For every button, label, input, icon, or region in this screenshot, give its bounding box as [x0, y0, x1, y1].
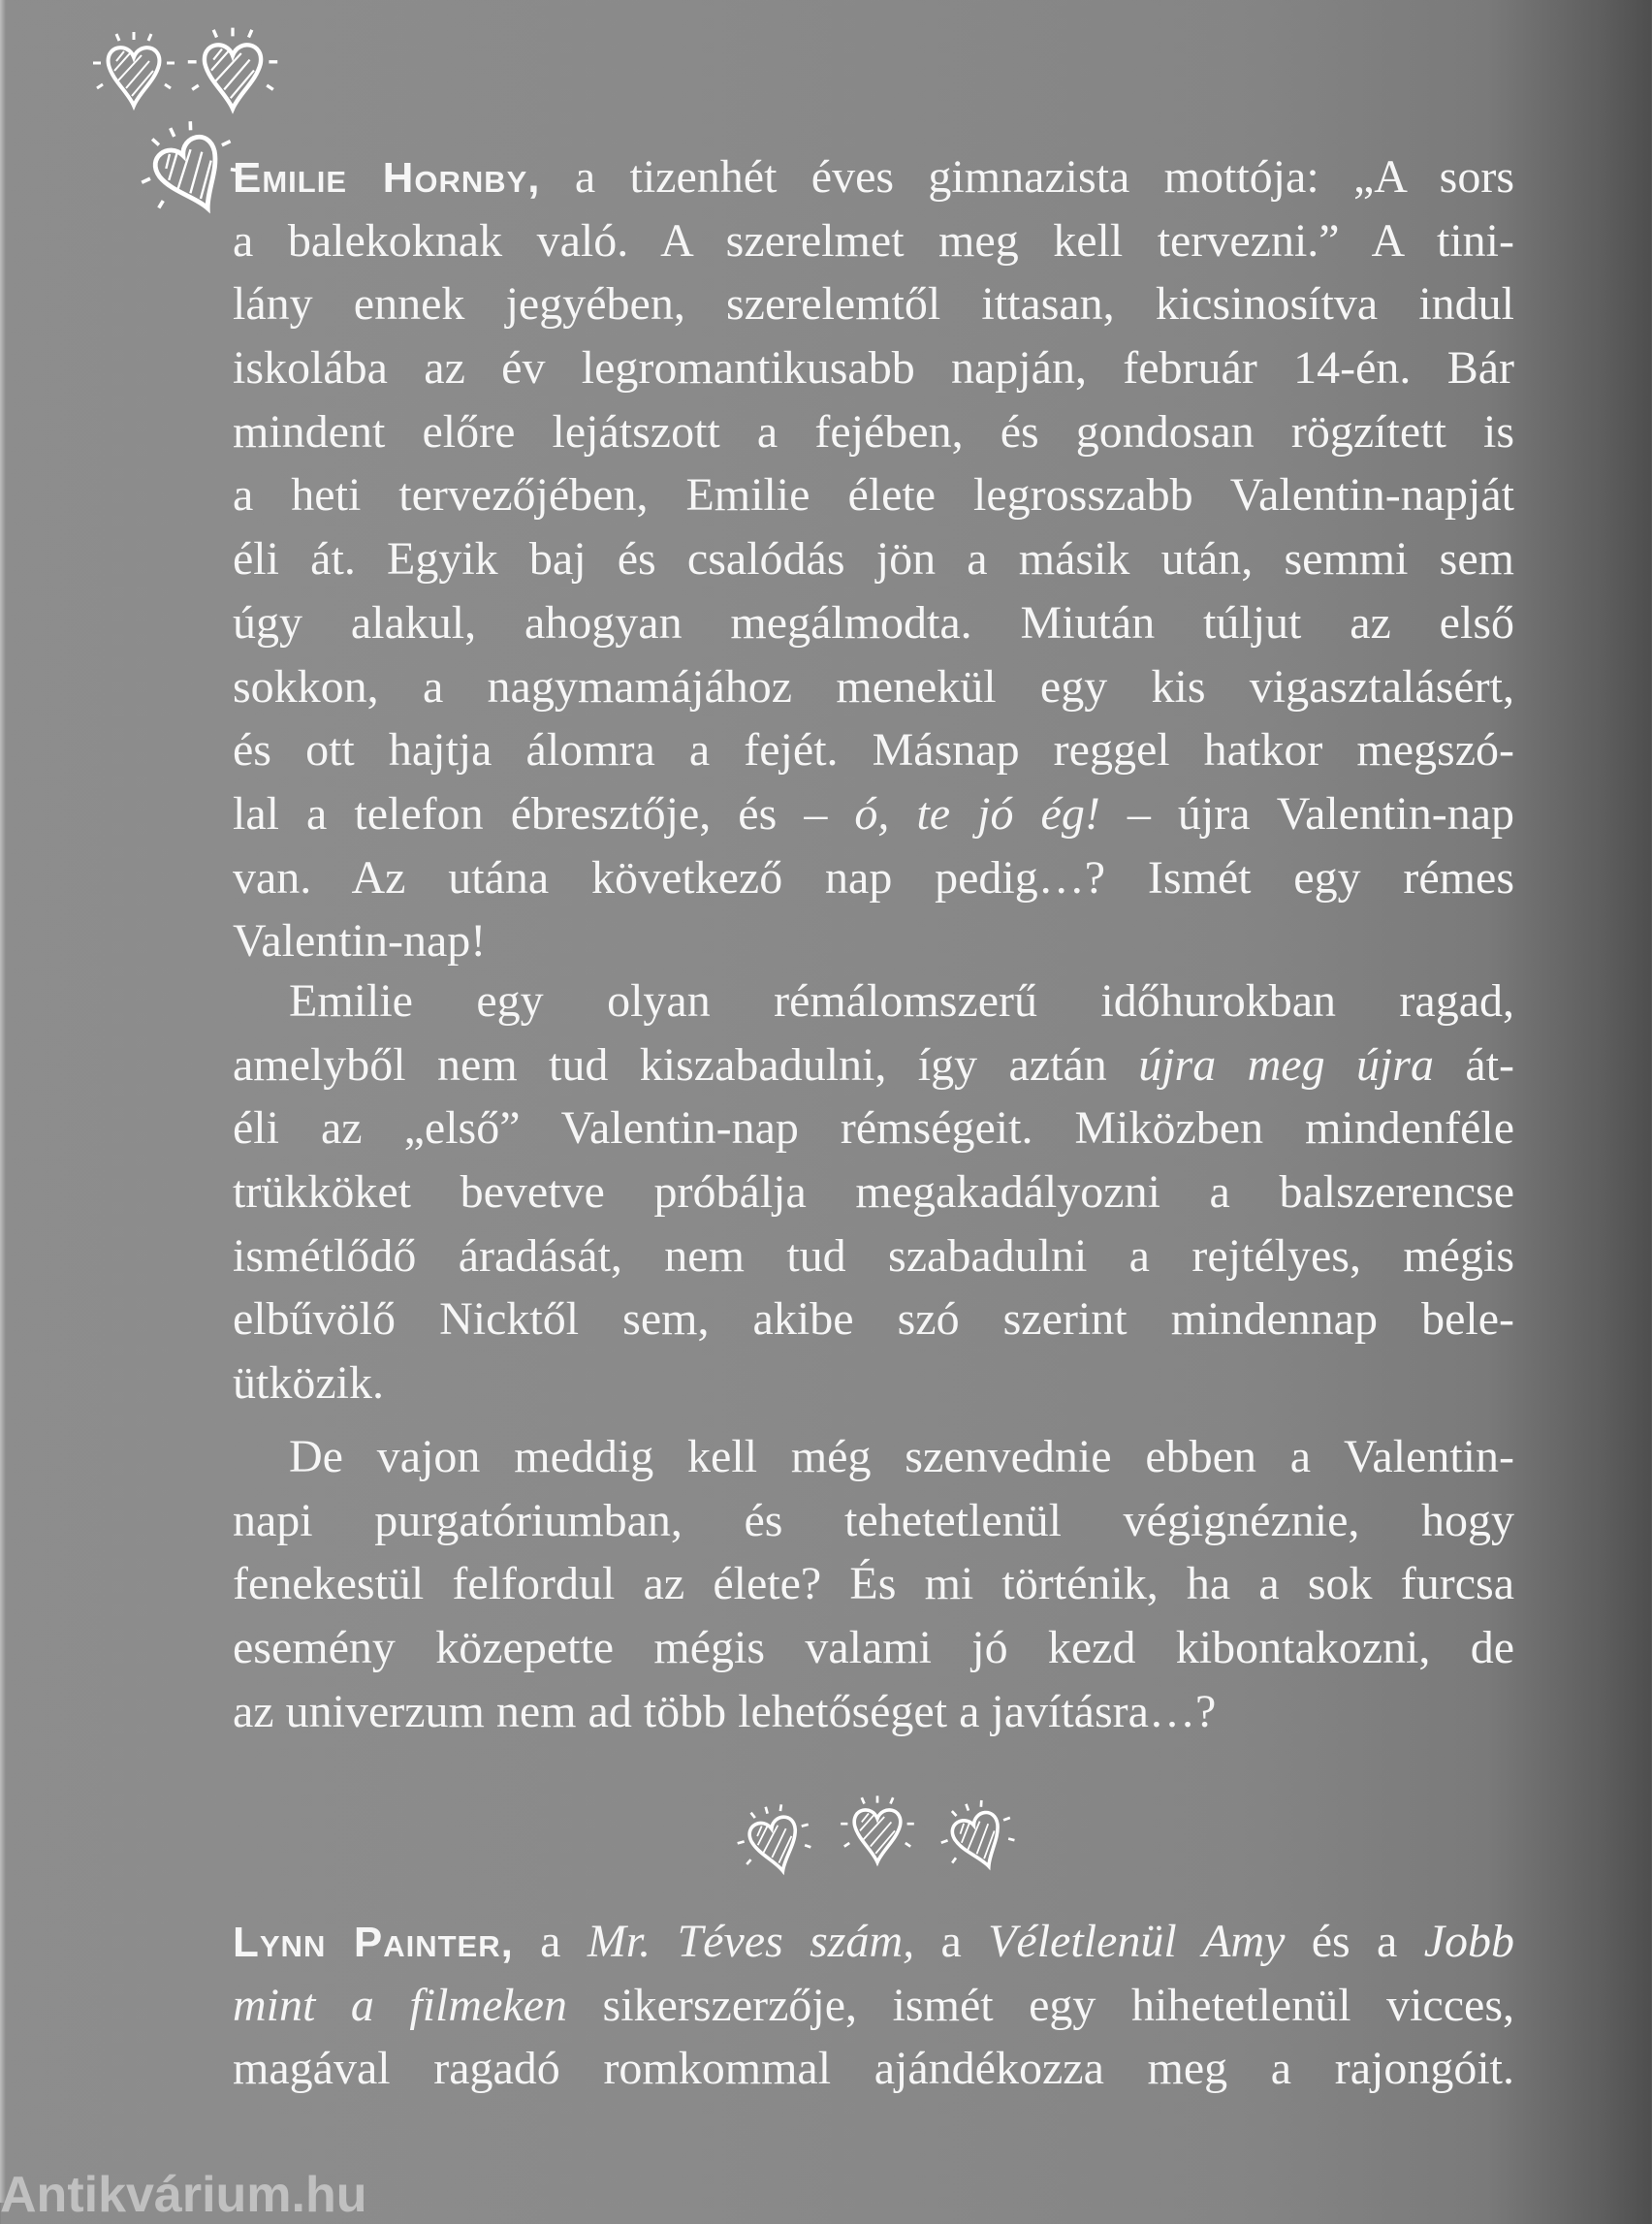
text-line [233, 463, 1514, 527]
synopsis-paragraph-1 [233, 145, 1514, 973]
text-line [233, 782, 1514, 846]
text-line [233, 1096, 1514, 1160]
text-line [233, 1287, 1514, 1351]
author-bio-paragraph [233, 1910, 1514, 2101]
body-text: ismétlődő áradását, nem tud szabadulni a rejtélyes, mégis [233, 1229, 1514, 1282]
italic-text: Jobb [1423, 1916, 1514, 1967]
italic-text: Véletlenül Amy [988, 1916, 1286, 1967]
body-text: amelyből nem tud kiszabadulni, így aztán [233, 1038, 1139, 1091]
text-line [233, 1489, 1514, 1553]
body-text: sikerszerzője, ismét egy hihetetlenül vicces, [567, 1979, 1514, 2031]
watermark: Antikvárium.hu [0, 2167, 367, 2223]
text-line [233, 2037, 1514, 2101]
body-text: elbűvölő Nicktől sem, akibe szó szerint mindennap bele- [233, 1293, 1514, 1346]
text-line [233, 1224, 1514, 1288]
body-text: – újra Valentin-nap [1099, 787, 1514, 840]
text-line [233, 1160, 1514, 1224]
body-text: lal a telefon ébresztője, és – [233, 787, 855, 840]
text-line [233, 655, 1514, 719]
body-text: magával ragadó romkommal ajándékozza meg a rajongóit. [233, 2043, 1514, 2095]
body-text: fenekestül felfordul az élete? És mi történik, ha a sok furcsa [233, 1558, 1514, 1610]
body-text: Emilie egy olyan rémálomszerű időhurokban ragad, [289, 975, 1514, 1027]
text-line [233, 1552, 1514, 1616]
body-text: az univerzum nem ad több lehetőséget a javításra…? [233, 1685, 1217, 1737]
body-text: a [513, 1916, 588, 1967]
body-text: esemény közepette mégis valami jó kezd kibontakozni, de [233, 1622, 1514, 1674]
body-text: sokkon, a nagymamájához menekül egy kis vigasztalásért, [233, 660, 1514, 713]
text-line [233, 1680, 1514, 1744]
body-text: a tizenhét éves gimnazista mottója: „A sors [540, 151, 1514, 203]
text-line [233, 969, 1514, 1033]
body-text: ütközik. [233, 1357, 384, 1410]
name-heading: Emilie Hornby, [233, 154, 541, 202]
text-line [233, 1033, 1514, 1097]
italic-text: mint a filmeken [233, 1979, 567, 2031]
body-text: van. Az utána következő nap pedig…? Ismét egy rémes [233, 851, 1514, 904]
body-text: Valentin-nap! [233, 915, 487, 968]
name-heading: Lynn Painter, [233, 1919, 514, 1966]
text-line [233, 145, 1514, 209]
body-text: trükköket bevetve próbálja megakadályozni a balszerencse [233, 1166, 1514, 1219]
text-line [233, 718, 1514, 782]
body-text: De vajon meddig kell még szenvednie ebben a Valentin- [289, 1431, 1514, 1482]
text-line [233, 1425, 1514, 1489]
synopsis-paragraph-3 [233, 1425, 1514, 1743]
body-text: a [914, 1916, 989, 1967]
text-line [233, 1974, 1514, 2038]
body-text: éli az „első” Valentin-nap rémségeit. Miközben mindenféle [233, 1102, 1514, 1155]
italic-text: újra meg újra [1138, 1038, 1434, 1091]
body-text: és a [1285, 1916, 1424, 1967]
text-line [233, 272, 1514, 336]
text-line [233, 591, 1514, 655]
text-line [233, 846, 1514, 910]
body-text: éli át. Egyik baj és csalódás jön a másik után, semmi sem [233, 533, 1514, 586]
body-text: a balekoknak való. A szerelmet meg kell tervezni.” A tini- [233, 214, 1514, 267]
italic-text: Mr. Téves szám, [587, 1916, 915, 1967]
synopsis-paragraph-2 [233, 969, 1514, 1415]
text-line [233, 336, 1514, 400]
body-text: úgy alakul, ahogyan megálmodta. Miután túljut az első [233, 596, 1514, 649]
text-line [233, 209, 1514, 273]
body-text: a heti tervezőjében, Emilie élete legrosszabb Valentin-napját [233, 469, 1514, 522]
hearts-divider-icon [722, 1784, 1042, 1890]
cover-edge [0, 0, 6, 2203]
body-text: mindent előre lejátszott a fejében, és gondosan rögzített is [233, 405, 1514, 458]
text-line [233, 1910, 1514, 1974]
body-text: és ott hajtja álomra a fejét. Másnap reggel hatkor megszó- [233, 724, 1514, 777]
text-line [233, 1351, 1514, 1415]
text-line [233, 400, 1514, 464]
text-line [233, 527, 1514, 591]
body-text: lány ennek jegyében, szerelemtől ittasan, kicsinosítva indul [233, 278, 1514, 331]
italic-text: ó, te jó ég! [854, 787, 1100, 840]
body-text: iskolába az év legromantikusabb napján, február 14-én. Bár [233, 342, 1514, 395]
text-line [233, 1616, 1514, 1680]
body-text: át- [1434, 1038, 1514, 1091]
text-line [233, 909, 1514, 973]
body-text: napi purgatóriumban, és tehetetlenül végignéznie, hogy [233, 1494, 1514, 1546]
